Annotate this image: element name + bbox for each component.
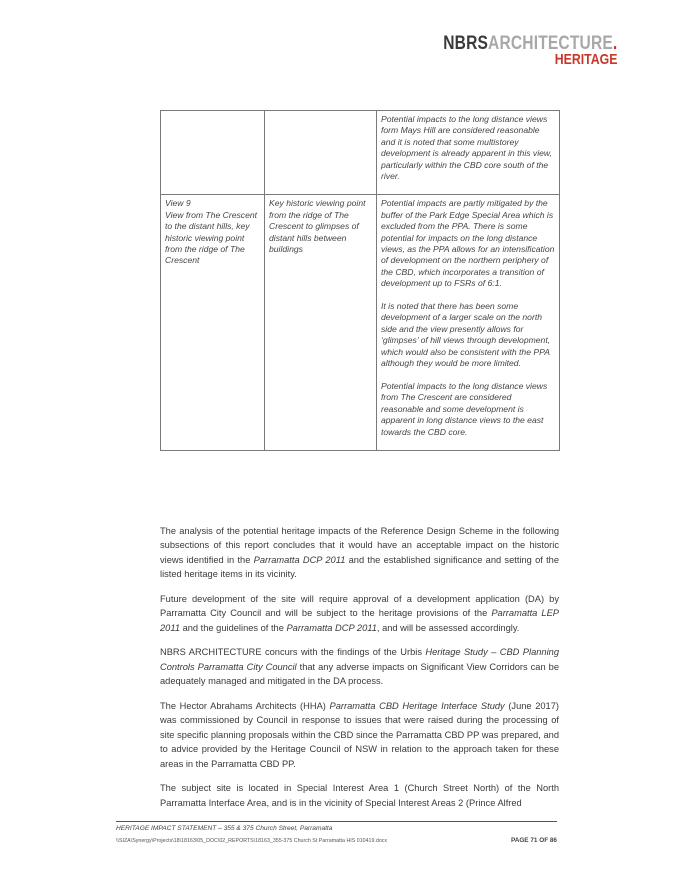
logo-nbrs: NBRS	[442, 33, 488, 54]
paragraph-hha-study: The Hector Abrahams Architects (HHA) Parramatta CBD Heritage Interface Study (June 2017) was commissioned by Council in response to issues that were raised during the processing of site specific planning proposals within the CBD since the Parramatta CBD PP was prepared, and to advice provided by the Heritage Council of NSW in relation to the approach taken for these areas in the Parramatta CBD PP.	[160, 700, 559, 769]
impact-paragraph: Potential impacts are partly mitigated by the buffer of the Park Edge Special Area which is excluded from the PPA. There is some potential for impacts on the long distance views, as the PPA allows for an intensification of development on the northern periphery of the CBD, which incorporates a transition of development up to FSRs of 6:1.	[381, 198, 555, 289]
page-number: PAGE 71 OF 86	[510, 837, 557, 844]
impacts-cell	[377, 195, 560, 451]
footer-divider	[116, 821, 557, 822]
view-cell: View 9 View from The Crescent to the distant hills, key historic viewing point from the ridge of The Crescent	[161, 195, 265, 451]
view-cell	[161, 111, 265, 195]
impacts-cell	[377, 111, 560, 195]
description-cell	[265, 111, 377, 195]
description-cell: Key historic viewing point from the ridge of The Crescent to glimpses of distant hills between buildings	[265, 195, 377, 451]
footer-title: HERITAGE IMPACT STATEMENT – 355 & 375 Church Street, Parramatta	[116, 825, 333, 832]
logo-heritage: HERITAGE	[554, 51, 617, 68]
logo-architecture: ARCHITECTURE	[487, 33, 613, 54]
impact-paragraph: It is noted that there has been some development of a larger scale on the north side and the view presently allows for ‘glimpses’ of hill views through development, which would also be consistent with the PPA although they would be more limited.	[381, 301, 551, 369]
paragraph-analysis: The analysis of the potential heritage impacts of the Reference Design Scheme in the following subsections of this report concludes that it would have an acceptable impact on the historic views identified in the Parramatta DCP 2011 and the established significance and setting of the listed heritage items in its vicinity.	[160, 526, 559, 580]
impact-paragraph: Potential impacts to the long distance views form Mays Hill are considered reasonable and it is noted that some multistorey development is already apparent in this view, particularly within the CBD core south of the river.	[381, 114, 553, 182]
footer-file-path: \\SIZA\Synergy\Projects\18\18163\05_DOC\02_REPORTS\18163_355-375 Church St Parramatta HIS 010419.docx	[116, 838, 388, 844]
company-logo	[405, 34, 617, 67]
view-impacts-table	[160, 110, 560, 451]
paragraph-future-development: Future development of the site will require approval of a development application (DA) by Parramatta City Council and will be subject to the heritage provisions of the Parramatta LEP 2011 and the guidelines of the Parramatta DCP 2011, and will be assessed accordingly.	[160, 593, 560, 633]
paragraph-subject-site: The subject site is located in Special Interest Area 1 (Church Street North) of the North Parramatta Interface Area, and is in the vicinity of Special Interest Areas 2 (Prince Alfred	[160, 783, 559, 808]
impact-paragraph: Potential impacts to the long distance views from The Crescent are considered reasonable and some development is apparent in long distance views to the east towards the CBD core.	[381, 380, 548, 437]
table-row	[161, 111, 560, 195]
table-row	[161, 195, 560, 451]
logo-dot: .	[612, 33, 617, 54]
paragraph-nbrs-concurs: NBRS ARCHITECTURE concurs with the findings of the Urbis Heritage Study – CBD Planning Controls Parramatta City Council that any adverse impacts on Significant View Corridors can be adequately managed and mitigated in the DA process.	[160, 647, 559, 687]
body-text	[160, 524, 559, 820]
